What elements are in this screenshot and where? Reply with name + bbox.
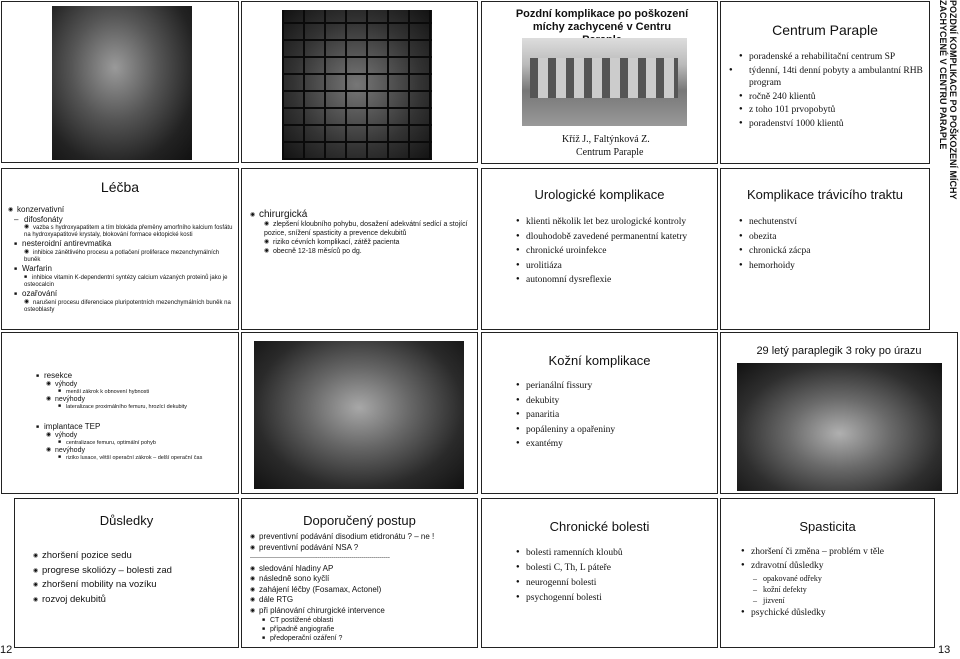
spas-i1: ● zhoršení či změna – problém v těle [741,545,931,559]
list-item: ● popáleniny a opařeniny [516,423,615,438]
slide-centrum-paraple [720,1,930,164]
list-item: ● klienti několik let bez urologické kontroly [516,215,687,230]
list-item: ◉ zhoršení pozice sedu [33,549,172,564]
oza-sub: ◉ narušení procesu diferenciace pluripotentních mezenchymálních buněk na osteoblasty [8,299,234,314]
slide-chronicke-bolesti [481,498,718,648]
slide-xray-hip [1,1,239,163]
list-item: ● panaritia [516,408,615,423]
list-item: ● neurogenní bolesti [516,575,623,590]
list-item: ● chronická zácpa [739,244,810,259]
list-item: ● autonomní dysreflexie [516,273,687,288]
dop-sep: ---------------------------------------------------------------------- [250,555,390,561]
nev-i: ■ lateralizace proximálního femuru, hrozící dekubity [36,403,236,410]
warf-sub: ■ inhibice vitamin K-dependentní syntézy calcium vázaných proteinů jako je osteocalcin [8,274,234,289]
chir-i2: ◉ riziko cévních komplikací, zátěž pacienta [250,238,472,247]
slide-travici [720,168,930,330]
spas-d1: – opakované odřeky [741,573,931,584]
trav-list [739,215,810,273]
list-item: ● nechutenství [739,215,810,230]
slide-title: Pozdní komplikace po poškození míchy zachycené v Centru [515,8,689,33]
page-number-right: 13 [938,644,951,656]
slide-title: Chronické bolesti [549,519,650,534]
xray-image-pelvis-2 [737,363,942,491]
list-item: ◉ progrese skoliózy – bolesti zad [33,564,172,579]
xray-image-hip [52,6,192,160]
slide-title: 29 letý paraplegik 3 roky po úrazu [756,345,922,357]
dop-l7: ◉ při plánování chirurgické intervence [250,606,476,617]
list-item: ● týdenní, 14ti denní pobyty a ambulantní RHB program [739,64,929,90]
slide-title: Komplikace trávicího traktu [746,187,904,202]
list-item: ● obezita [739,230,810,245]
imp: ■ implantace TEP [36,422,236,431]
slide-29-let [720,332,958,494]
chron-list [516,545,623,605]
slide-title: Důsledky [99,513,154,528]
chir-head: ◉ chirurgická [250,209,472,220]
chir-i3: ◉ obecně 12-18 měsíců po dg. [250,247,472,256]
slide-title: Spasticita [799,519,856,534]
slide-urologicke [481,168,718,330]
list-item: ● urolitiáza [516,259,687,274]
dop-s3: ■ předoperační ozáření ? [250,634,476,643]
list-item: ● hemorhoidy [739,259,810,274]
list-item: ● chronické uroinfekce [516,244,687,259]
slide-title: Centrum Paraple [772,22,878,38]
vyh2: ◉ výhody [36,431,236,439]
slide-title: Urologické komplikace [534,187,665,202]
vyh2-i: ■ centralizace femuru, optimální pohyb [36,439,236,446]
uro-list [516,215,687,288]
nev2: ◉ nevýhody [36,446,236,454]
list-item: ● dlouhodobě zavedené permanentní katetry [516,230,687,245]
nev2-i: ■ riziko luxace, větší operační zákrok – delší operační čas [36,454,236,461]
slide-lecba [1,168,239,330]
building-photo [522,38,687,126]
spas-i3: ● psychické důsledky [741,606,931,620]
chir-i1: ◉ zlepšení kloubního pohybu, dosažení adekvátní sedící a stojící pozice, snížení spasticity a prevence dekubitů [250,220,472,238]
slide-title: Léčba [100,179,140,195]
list-item: ● dekubity [516,394,615,409]
nev: ◉ nevýhody [36,395,236,403]
list-item: ● z toho 101 prvopobytů [739,103,929,117]
slide-resekce [1,332,239,494]
list-item: ◉ rozvoj dekubitů [33,593,172,608]
side-title: POZDNÍ KOMPLIKACE PO POŠKOZENÍ MÍCHY ZACHYCENÉ V CENTRU PARAPLE [938,0,958,200]
slide-kozni [481,332,718,494]
konz: ◉ konzervativní [8,205,234,215]
authors: Kříž J., Faltýnková Z. [562,134,650,145]
dop-l6: ◉ dále RTG [250,595,476,606]
slide-pozdni-komplikace [481,1,718,164]
kozni-list [516,379,615,452]
slide-xray-ct [241,1,478,163]
spas-d2: – kožní defekty [741,584,931,595]
list-item: ● perianální fissury [516,379,615,394]
spas-i2: ● zdravotní důsledky [741,559,931,573]
page-number-left: 12 [0,644,13,656]
warf: ■ Warfarin [8,264,234,274]
difos-sub: ◉ vazba s hydroxyapatitem a tím blokáda přeměny amorfního kalcium fosfátu na hydroxyapatitové krystaly, blokování formace ektopické kosti [8,224,234,239]
organization: Centrum Paraple [576,147,644,158]
slide-chirurgicka [241,168,478,330]
list-item: ● bolesti C, Th, L páteře [516,560,623,575]
difos: – difosfonáty [8,215,234,224]
nest: ■ nesteroidní antirevmatika [8,239,234,249]
ct-scan-grid [282,10,432,160]
dop-l3: ◉ sledování hladiny AP [250,564,476,575]
list-item: ◉ zhoršení mobility na vozíku [33,578,172,593]
dop-l5: ◉ zahájení léčby (Fosamax, Actonel) [250,585,476,596]
list-item: ● psychogenní bolesti [516,590,623,605]
dop-l1: ◉ preventivní podávání disodium etidronátu ? – ne ! [250,532,476,543]
slide-title: Doporučený postup [303,513,416,528]
oza: ■ ozařování [8,289,234,299]
xray-image-pelvis [254,341,464,489]
centrum-list [739,50,929,130]
dop-s1: ■ CT postižené oblasti [250,616,476,625]
list-item: ● bolesti ramenních kloubů [516,545,623,560]
dop-l2: ◉ preventivní podávání NSA ? [250,543,476,554]
slide-title: Kožní komplikace [548,353,651,368]
slide-doporuceny-postup [241,498,478,648]
res: ■ resekce [36,371,236,380]
list-item: ● poradenské a rehabilitační centrum SP [739,50,929,64]
dop-s2: ■ případně angiografie [250,625,476,634]
list-item: ● poradenství 1000 klientů [739,117,929,131]
slide-spasticita [720,498,935,648]
vyh-i: ■ menší zákrok k obnovení hybnosti [36,388,236,395]
dop-l4: ◉ následně sono kyčlí [250,574,476,585]
list-item: ● ročně 240 klientů [739,90,929,104]
nest-sub: ◉ inhibice zánětlivého procesu a potlačení proliferace mezenchymálních buněk [8,249,234,264]
slide-xray-pelvis [241,332,478,494]
slide-dusledky [14,498,239,648]
list-item: ● exantémy [516,437,615,452]
spas-d3: – jizvení [741,595,931,606]
dusledky-list [33,549,172,607]
vyh: ◉ výhody [36,380,236,388]
